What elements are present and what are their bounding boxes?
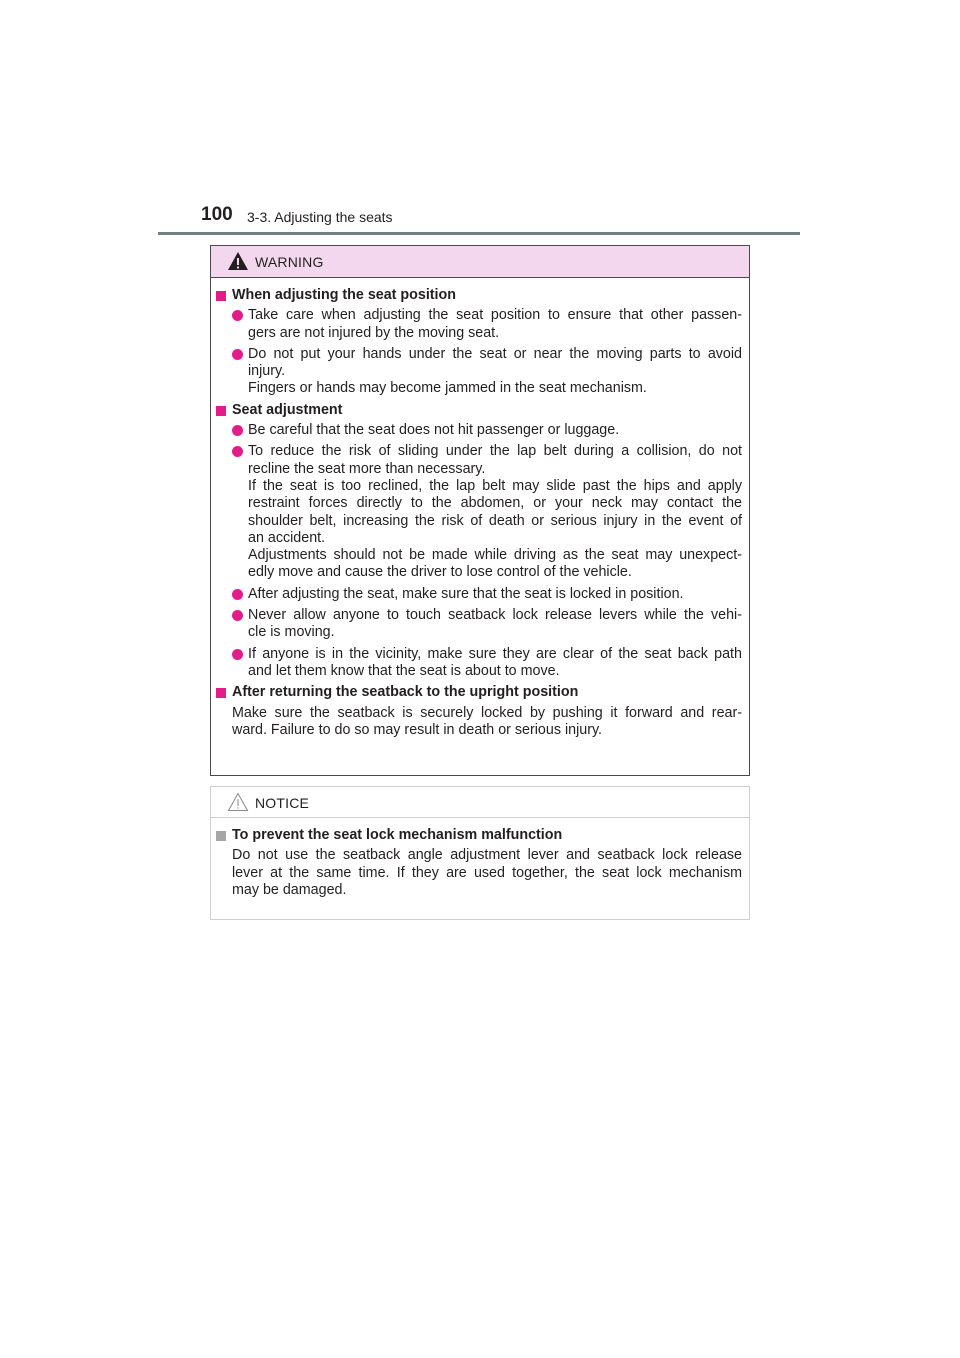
warning-section-upright xyxy=(216,684,742,739)
square-bullet-icon xyxy=(216,688,226,698)
section-heading: Seat adjustment xyxy=(216,402,742,419)
section-title: 3-3. Adjusting the seats xyxy=(247,209,393,225)
round-bullet-icon xyxy=(232,310,243,321)
list-item: Be careful that the seat does not hit passenger or luggage. xyxy=(216,422,742,439)
warning-section-seat-position xyxy=(216,287,742,398)
round-bullet-icon xyxy=(232,610,243,621)
section-heading: After returning the seatback to the upright position xyxy=(216,684,742,701)
notice-box xyxy=(210,786,750,920)
caution-triangle-outline-icon xyxy=(227,792,249,812)
notice-header xyxy=(211,787,749,818)
round-bullet-icon xyxy=(232,649,243,660)
warning-triangle-icon xyxy=(227,251,249,271)
notice-title: NOTICE xyxy=(255,795,310,811)
warning-body xyxy=(211,278,749,739)
paragraph: Do not use the seatback angle adjustment lever and seatback lock release lever at the same time. If they are used together, the seat lock mechanism may be damaged. xyxy=(232,847,742,898)
notice-body xyxy=(211,818,749,899)
notice-section-lock-mechanism xyxy=(216,827,742,899)
round-bullet-icon xyxy=(232,425,243,436)
page-header xyxy=(0,0,960,240)
list-item: If anyone is in the vicinity, make sure they are clear of the seat back path and let them know that the seat is about to move. xyxy=(216,646,742,681)
list-item: After adjusting the seat, make sure that the seat is locked in position. xyxy=(216,586,742,603)
round-bullet-icon xyxy=(232,446,243,457)
list-item: Never allow anyone to touch seatback lock release levers while the vehi- cle is moving. xyxy=(216,607,742,642)
square-bullet-icon xyxy=(216,831,226,841)
page-number: 100 xyxy=(201,204,233,225)
square-bullet-icon xyxy=(216,406,226,416)
warning-title: WARNING xyxy=(255,254,324,270)
list-item: Do not put your hands under the seat or near the moving parts to avoid injury. Fingers or hands may become jammed in the seat mechanism. xyxy=(216,346,742,398)
section-heading: When adjusting the seat position xyxy=(216,287,742,304)
warning-box xyxy=(210,245,750,776)
warning-section-seat-adjustment xyxy=(216,402,742,680)
section-heading: To prevent the seat lock mechanism malfunction xyxy=(216,827,742,844)
paragraph: Make sure the seatback is securely locked by pushing it forward and rear- ward. Failure to do so may result in death or serious injury. xyxy=(232,704,742,738)
warning-header xyxy=(211,246,749,278)
list-item: Take care when adjusting the seat position to ensure that other passen- gers are not injured by the moving seat. xyxy=(216,307,742,342)
square-bullet-icon xyxy=(216,291,226,301)
round-bullet-icon xyxy=(232,589,243,600)
list-item: To reduce the risk of sliding under the lap belt during a collision, do not recline the seat more than necessary. If the seat is too reclined, the lap belt may slide past the hips and apply restraint forces directly to the abdomen, or your neck may contact the shoulder belt, increasing the risk of death or serious injury in the event of an accident. Adjustments should not be made while driving as the seat may unexpect- edly move and cause the driver to lose control of the vehicle. xyxy=(216,443,742,581)
header-rule xyxy=(158,232,800,235)
round-bullet-icon xyxy=(232,349,243,360)
